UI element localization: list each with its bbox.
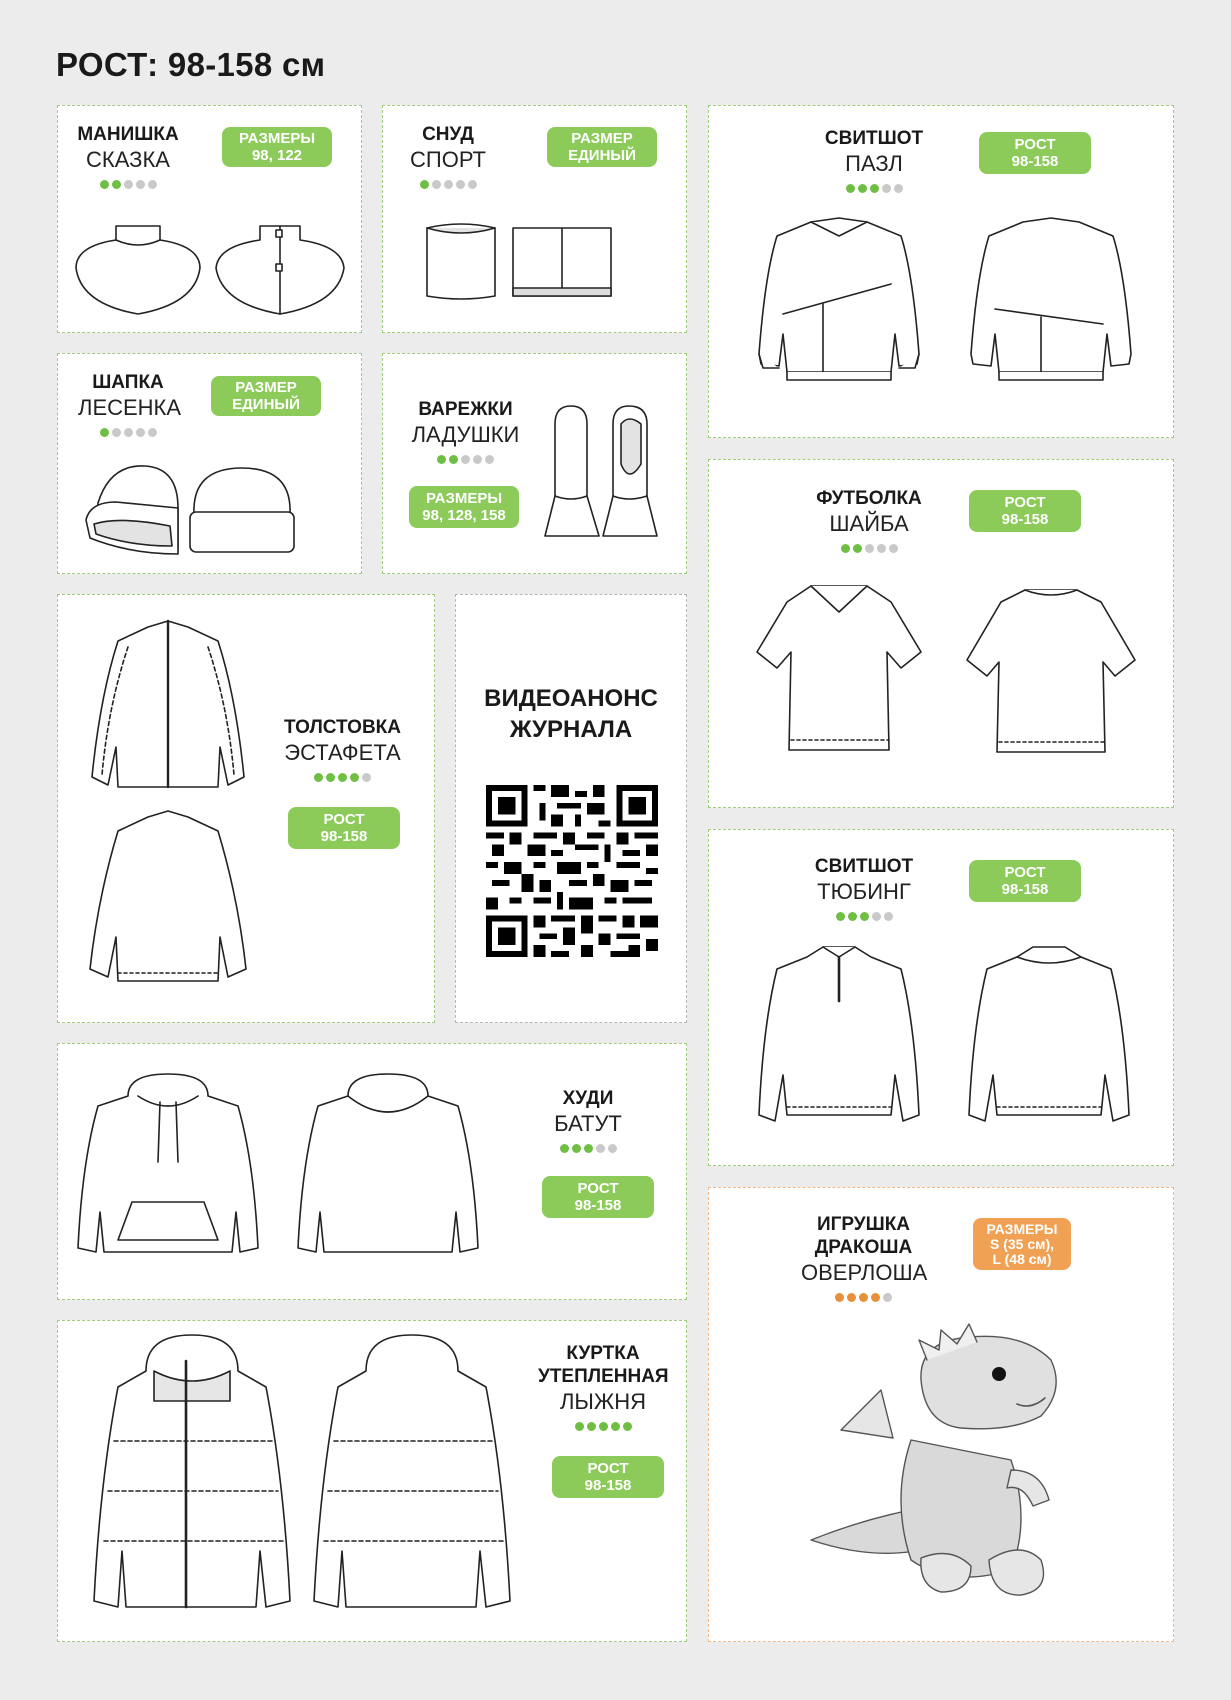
- difficulty-dots: [819, 184, 929, 193]
- difficulty-dot-filled: [841, 544, 850, 553]
- badge-line: 98-158: [1001, 511, 1049, 528]
- difficulty-dot-empty: [444, 180, 453, 189]
- item-type-2: УТЕПЛЕННАЯ: [538, 1365, 669, 1387]
- item-title: [548, 1088, 628, 1153]
- shapka-illustration: [60, 458, 360, 568]
- badge-line: 98-158: [1011, 153, 1059, 170]
- card-video-qr[interactable]: [455, 594, 687, 1023]
- item-model: СКАЗКА: [86, 146, 170, 172]
- badge-line: РАЗМЕР: [235, 379, 297, 396]
- hudi-illustration: [68, 1072, 508, 1272]
- item-type: ТОЛСТОВКА: [284, 717, 401, 738]
- item-model: ТЮБИНГ: [817, 878, 911, 904]
- badge-line: РОСТ: [1004, 864, 1046, 881]
- size-badge: [969, 490, 1081, 532]
- difficulty-dot-filled: [572, 1144, 581, 1153]
- difficulty-dot-empty: [136, 180, 145, 189]
- item-type: ФУТБОЛКА: [816, 488, 922, 509]
- item-model: ПАЗЛ: [845, 150, 903, 176]
- difficulty-dots: [538, 1422, 668, 1431]
- difficulty-dot-empty: [596, 1144, 605, 1153]
- difficulty-dot-filled: [846, 184, 855, 193]
- item-title: [73, 124, 183, 189]
- badge-line: L (48 см): [992, 1250, 1052, 1267]
- difficulty-dots: [280, 773, 405, 782]
- badge-line: РАЗМЕРЫ: [425, 490, 503, 507]
- item-title: [403, 399, 528, 464]
- difficulty-dot-filled: [853, 544, 862, 553]
- item-model: СПОРТ: [410, 146, 486, 172]
- difficulty-dot-empty: [456, 180, 465, 189]
- card-shapka[interactable]: [57, 353, 362, 574]
- size-badge: [409, 486, 519, 528]
- difficulty-dot-filled: [587, 1422, 596, 1431]
- difficulty-dot-empty: [872, 912, 881, 921]
- difficulty-dot-empty: [468, 180, 477, 189]
- qr-code[interactable]: [486, 785, 658, 957]
- card-manishka[interactable]: [57, 105, 362, 333]
- difficulty-dot-filled: [560, 1144, 569, 1153]
- difficulty-dot-empty: [473, 455, 482, 464]
- futbolka-illustration: [711, 582, 1171, 792]
- badge-line: 98-158: [1001, 881, 1049, 898]
- difficulty-dot-filled: [860, 912, 869, 921]
- badge-line: 98-158: [574, 1197, 622, 1214]
- item-type: ВАРЕЖКИ: [418, 399, 513, 420]
- difficulty-dot-empty: [884, 912, 893, 921]
- svitshot-pazl-illustration: [711, 214, 1171, 424]
- item-title: [408, 124, 488, 189]
- video-title: [456, 683, 686, 745]
- item-model: ЛЫЖНЯ: [559, 1388, 646, 1414]
- badge-line: ЕДИНЫЙ: [568, 147, 636, 164]
- item-model: ЭСТАФЕТА: [284, 739, 401, 765]
- size-badge: [222, 127, 332, 167]
- item-title: [78, 372, 182, 437]
- size-badge: [973, 1218, 1071, 1270]
- varezhki-illustration: [543, 404, 673, 544]
- badge-line: РОСТ: [1004, 494, 1046, 511]
- difficulty-dot-filled: [847, 1293, 856, 1302]
- item-type: ИГРУШКА: [816, 1214, 911, 1235]
- difficulty-dot-filled: [420, 180, 429, 189]
- difficulty-dot-empty: [883, 1293, 892, 1302]
- page-title: РОСТ: 98-158 см: [56, 46, 326, 83]
- difficulty-dot-filled: [848, 912, 857, 921]
- badge-line: 98-158: [320, 828, 368, 845]
- card-svitshot-tubing[interactable]: [708, 829, 1174, 1166]
- size-badge: [288, 807, 400, 849]
- card-svitshot-pazl[interactable]: [708, 105, 1174, 438]
- item-type-2: ДРАКОША: [814, 1236, 913, 1258]
- badge-line: S (35 см),: [989, 1235, 1055, 1252]
- difficulty-dots: [73, 180, 183, 189]
- badge-line: 98-158: [584, 1477, 632, 1494]
- difficulty-dot-empty: [485, 455, 494, 464]
- item-title: [280, 717, 405, 782]
- item-type: ШАПКА: [92, 372, 164, 393]
- video-title-line: ВИДЕОАНОНС: [484, 685, 658, 712]
- difficulty-dots: [801, 1293, 926, 1302]
- manishka-illustration: [60, 218, 360, 328]
- size-badge: [979, 132, 1091, 174]
- difficulty-dot-filled: [611, 1422, 620, 1431]
- difficulty-dot-filled: [575, 1422, 584, 1431]
- item-title: [801, 1214, 926, 1302]
- video-title-line: ЖУРНАЛА: [509, 716, 633, 743]
- difficulty-dot-filled: [437, 455, 446, 464]
- card-igrushka[interactable]: [708, 1187, 1174, 1642]
- difficulty-dot-filled: [870, 184, 879, 193]
- badge-line: 98, 128, 158: [422, 507, 506, 524]
- difficulty-dot-filled: [584, 1144, 593, 1153]
- size-badge: [542, 1176, 654, 1218]
- difficulty-dot-filled: [112, 180, 121, 189]
- difficulty-dot-empty: [865, 544, 874, 553]
- item-type: СНУД: [422, 124, 474, 145]
- card-snud[interactable]: [382, 105, 687, 333]
- difficulty-dot-filled: [858, 184, 867, 193]
- badge-line: 98, 122: [251, 147, 303, 164]
- badge-line: РОСТ: [323, 811, 365, 828]
- difficulty-dot-empty: [136, 428, 145, 437]
- item-model: ШАЙБА: [829, 510, 909, 536]
- difficulty-dot-filled: [100, 180, 109, 189]
- size-badge: [211, 376, 321, 416]
- difficulty-dot-filled: [350, 773, 359, 782]
- size-badge: [969, 860, 1081, 902]
- item-type: КУРТКА: [566, 1343, 640, 1364]
- difficulty-dot-empty: [889, 544, 898, 553]
- difficulty-dots: [548, 1144, 628, 1153]
- difficulty-dot-filled: [836, 912, 845, 921]
- difficulty-dot-filled: [871, 1293, 880, 1302]
- difficulty-dot-empty: [362, 773, 371, 782]
- difficulty-dot-empty: [882, 184, 891, 193]
- item-title: [819, 128, 929, 193]
- difficulty-dots: [78, 428, 178, 437]
- item-model: ОВЕРЛОША: [801, 1259, 928, 1285]
- difficulty-dot-filled: [326, 773, 335, 782]
- badge-line: РАЗМЕРЫ: [238, 130, 316, 147]
- difficulty-dot-empty: [148, 428, 157, 437]
- difficulty-dots: [809, 912, 919, 921]
- badge-line: РОСТ: [587, 1460, 629, 1477]
- item-model: ЛЕСЕНКА: [78, 394, 182, 420]
- difficulty-dot-filled: [338, 773, 347, 782]
- difficulty-dot-empty: [124, 428, 133, 437]
- difficulty-dot-empty: [112, 428, 121, 437]
- card-varezhki[interactable]: [382, 353, 687, 574]
- difficulty-dot-filled: [859, 1293, 868, 1302]
- difficulty-dot-empty: [608, 1144, 617, 1153]
- difficulty-dot-empty: [148, 180, 157, 189]
- card-tolstovka[interactable]: [57, 594, 435, 1023]
- size-badge: [547, 127, 657, 167]
- difficulty-dots: [408, 180, 488, 189]
- badge-line: ЕДИНЫЙ: [232, 396, 300, 413]
- difficulty-dot-filled: [623, 1422, 632, 1431]
- card-futbolka[interactable]: [708, 459, 1174, 808]
- difficulty-dot-filled: [100, 428, 109, 437]
- difficulty-dots: [809, 544, 929, 553]
- badge-line: РОСТ: [1014, 136, 1056, 153]
- snud-illustration: [383, 216, 683, 326]
- badge-line: РАЗМЕРЫ: [986, 1220, 1058, 1237]
- item-title: [809, 488, 929, 553]
- difficulty-dot-filled: [599, 1422, 608, 1431]
- kurtka-illustration: [66, 1331, 526, 1631]
- item-type: МАНИШКА: [77, 124, 179, 145]
- item-type: СВИТШОТ: [824, 128, 924, 149]
- difficulty-dot-filled: [835, 1293, 844, 1302]
- difficulty-dots: [403, 455, 528, 464]
- item-title: [538, 1343, 668, 1431]
- card-hudi[interactable]: [57, 1043, 687, 1300]
- difficulty-dot-empty: [124, 180, 133, 189]
- item-model: ЛАДУШКИ: [411, 421, 520, 447]
- svitshot-tubing-illustration: [711, 945, 1171, 1145]
- dragon-toy-illustration: [801, 1320, 1101, 1600]
- item-type: СВИТШОТ: [814, 856, 914, 877]
- difficulty-dot-empty: [877, 544, 886, 553]
- difficulty-dot-filled: [314, 773, 323, 782]
- badge-line: РОСТ: [577, 1180, 619, 1197]
- card-kurtka[interactable]: [57, 1320, 687, 1642]
- badge-line: РАЗМЕР: [571, 130, 633, 147]
- item-title: [809, 856, 919, 921]
- difficulty-dot-empty: [432, 180, 441, 189]
- difficulty-dot-filled: [449, 455, 458, 464]
- tolstovka-illustration: [68, 617, 278, 997]
- difficulty-dot-empty: [461, 455, 470, 464]
- difficulty-dot-empty: [894, 184, 903, 193]
- size-badge: [552, 1456, 664, 1498]
- item-model: БАТУТ: [554, 1110, 622, 1136]
- item-type: ХУДИ: [562, 1088, 614, 1109]
